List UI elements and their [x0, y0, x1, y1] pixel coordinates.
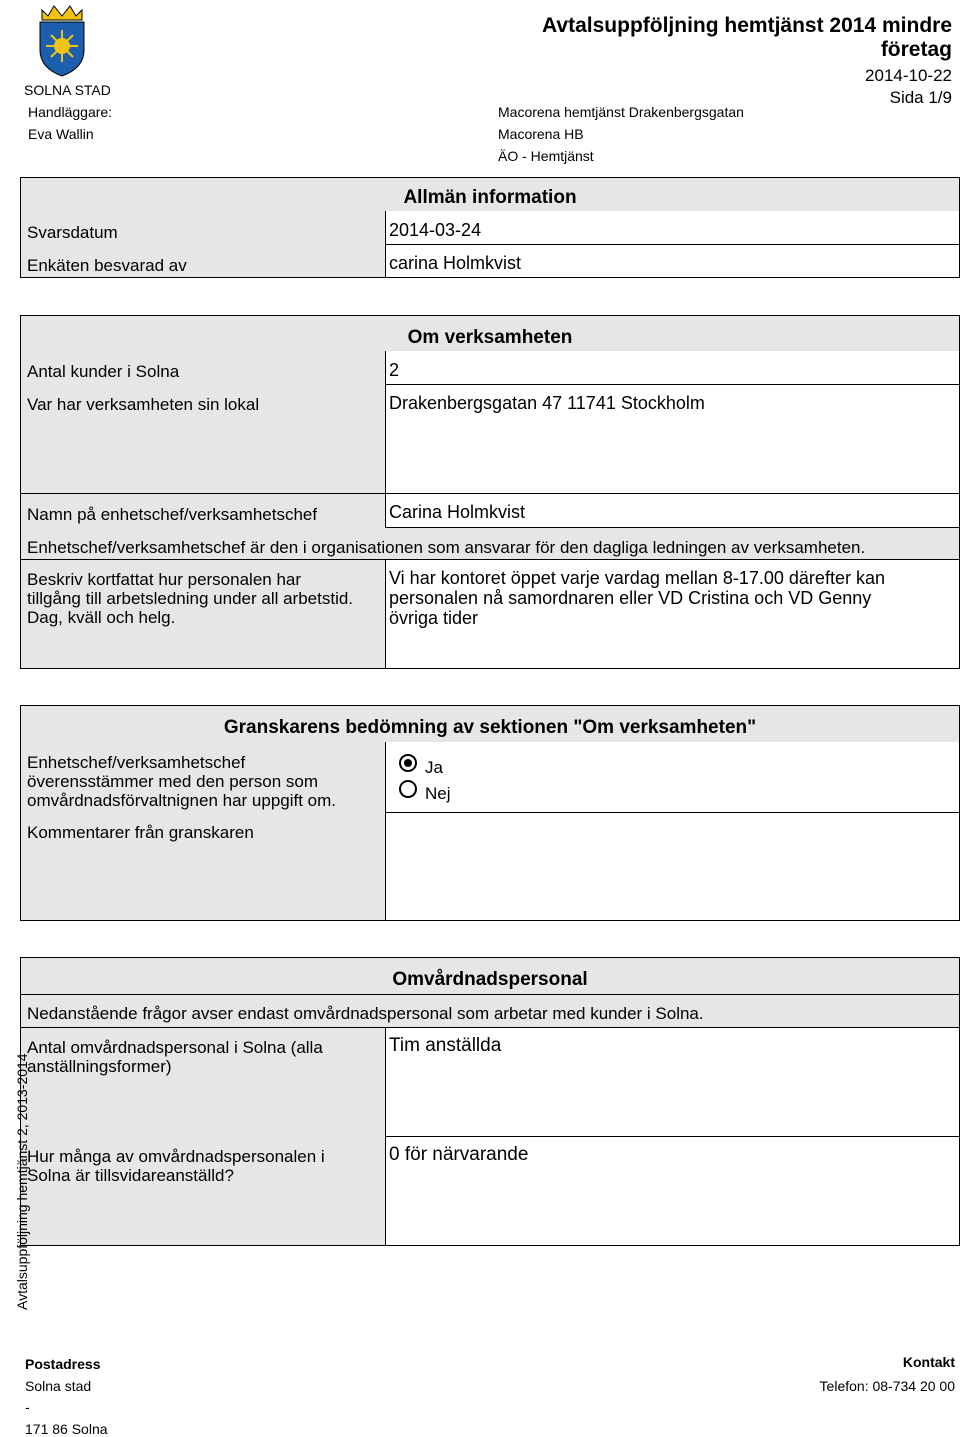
- staff-access-value-1: Vi har kontoret öppet varje vardag mellan 8-17.00 därefter kan: [389, 568, 885, 588]
- contact-heading: Kontakt: [902, 1354, 955, 1370]
- address-line3: 171 86 Solna: [25, 1421, 108, 1437]
- about-section: [20, 315, 960, 669]
- about-title: Om verksamheten: [407, 327, 573, 348]
- review-title: Granskarens bedömning av sektionen "Om verksamheten": [223, 717, 757, 738]
- comments-label: Kommentarer från granskaren: [27, 823, 254, 842]
- staff-count-label-1: Antal omvårdnadspersonal i Solna (alla: [27, 1038, 323, 1057]
- care-staff-intro: Nedanstående frågor avser endast omvårdnadspersonal som arbetar med kunder i Solna.: [27, 1004, 704, 1023]
- service-category: ÄO - Hemtjänst: [498, 148, 594, 164]
- address-line1: Solna stad: [25, 1378, 92, 1394]
- company-name: Macorena HB: [498, 126, 584, 142]
- review-section: [20, 705, 960, 921]
- permanent-label-1: Hur många av omvårdnadspersonalen i: [27, 1147, 325, 1166]
- staff-access-label-3: Dag, kväll och helg.: [27, 608, 176, 627]
- manager-note: Enhetschef/verksamhetschef är den i organisationen som ansvarar för den dagliga ledningen av verksamheten.: [27, 538, 866, 557]
- general-info-section: [20, 177, 960, 278]
- staff-access-value-3: övriga tider: [389, 608, 479, 628]
- doc-title-line1: Avtalsuppföljning hemtjänst 2014 mindre: [542, 14, 952, 37]
- address-line2: -: [25, 1399, 30, 1415]
- handler-label: Handläggare:: [28, 104, 113, 120]
- provider-name: Macorena hemtjänst Drakenbergsgatan: [498, 104, 744, 120]
- radio-ja[interactable]: [399, 754, 417, 772]
- match-label-2: överensstämmer med den person som: [27, 772, 319, 791]
- staff-count-value: Tim anställda: [389, 1035, 502, 1056]
- permanent-value: 0 för närvarande: [389, 1144, 529, 1165]
- customers-label: Antal kunder i Solna: [27, 362, 180, 381]
- org-name: SOLNA STAD: [24, 82, 111, 98]
- location-value: Drakenbergsgatan 47 11741 Stockholm: [389, 393, 705, 413]
- doc-title-line2: företag: [880, 38, 952, 61]
- page-number: Sida 1/9: [889, 88, 952, 107]
- answer-date-label: Svarsdatum: [27, 223, 118, 242]
- solna-coat-of-arms-icon: [36, 4, 88, 78]
- radio-ja-selected-dot: [404, 759, 412, 767]
- location-label: Var har verksamheten sin lokal: [27, 395, 260, 414]
- doc-date: 2014-10-22: [865, 66, 952, 85]
- answered-by-label: Enkäten besvarad av: [27, 256, 187, 275]
- permanent-label-2: Solna är tillsvidareanställd?: [27, 1166, 234, 1185]
- care-staff-title: Omvårdnadspersonal: [392, 969, 588, 990]
- radio-nej[interactable]: [399, 780, 417, 798]
- staff-access-label-2: tillgång till arbetsledning under all arbetstid.: [27, 589, 354, 608]
- customers-value: 2: [389, 360, 400, 380]
- radio-ja-label: Ja: [425, 758, 443, 777]
- contact-phone: Telefon: 08-734 20 00: [819, 1378, 955, 1394]
- staff-access-label-1: Beskriv kortfattat hur personalen har: [27, 570, 302, 589]
- side-form-label: Avtalsuppföljning hemtjänst 2, 2013-2014: [14, 1053, 30, 1310]
- handler-name: Eva Wallin: [28, 126, 94, 142]
- care-staff-section: [20, 957, 960, 1246]
- general-info-title: Allmän information: [403, 187, 577, 208]
- match-label-3: omvårdnadsförvaltnignen har uppgift om.: [27, 791, 337, 810]
- staff-access-value-2: personalen nå samordnaren eller VD Cristina och VD Genny: [389, 588, 872, 608]
- address-heading: Postadress: [25, 1356, 101, 1372]
- answer-date-value: 2014-03-24: [389, 220, 482, 240]
- manager-label: Namn på enhetschef/verksamhetschef: [27, 505, 318, 524]
- staff-count-label-2: anställningsformer): [27, 1057, 172, 1076]
- answered-by-value: carina Holmkvist: [389, 253, 522, 273]
- radio-nej-label: Nej: [425, 784, 451, 803]
- match-label-1: Enhetschef/verksamhetschef: [27, 753, 246, 772]
- manager-value: Carina Holmkvist: [389, 502, 526, 522]
